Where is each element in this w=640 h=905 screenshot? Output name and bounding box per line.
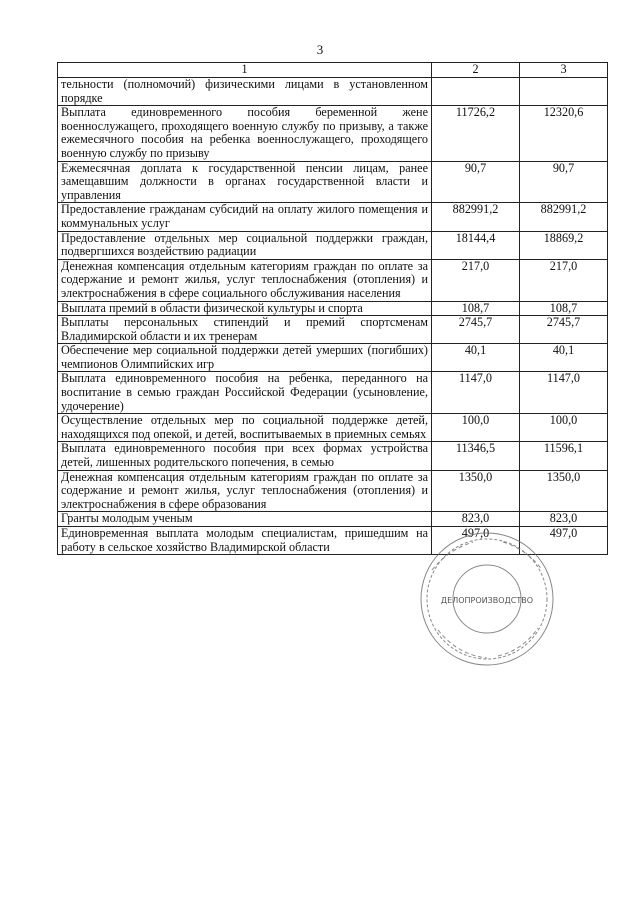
row-value-col2: 108,7 bbox=[432, 301, 520, 316]
row-value-col3: 497,0 bbox=[520, 527, 608, 555]
row-value-col3: 100,0 bbox=[520, 414, 608, 442]
row-value-col2: 1147,0 bbox=[432, 372, 520, 414]
table-row bbox=[58, 203, 608, 231]
table-row bbox=[58, 442, 608, 470]
row-value-col3: 40,1 bbox=[520, 344, 608, 372]
row-value-col2: 11346,5 bbox=[432, 442, 520, 470]
row-description: тельности (полномочий) физическими лицами в установленном порядке bbox=[58, 78, 432, 106]
row-value-col3: 108,7 bbox=[520, 301, 608, 316]
row-value-col2: 823,0 bbox=[432, 512, 520, 527]
table-row bbox=[58, 527, 608, 555]
table-row bbox=[58, 106, 608, 161]
row-value-col2: 1350,0 bbox=[432, 470, 520, 512]
row-value-col2: 2745,7 bbox=[432, 316, 520, 344]
row-value-col2: 497,0 bbox=[432, 527, 520, 555]
row-value-col2: 217,0 bbox=[432, 259, 520, 301]
row-value-col3: 823,0 bbox=[520, 512, 608, 527]
row-value-col2: 18144,4 bbox=[432, 231, 520, 259]
table-row bbox=[58, 470, 608, 512]
column-header: 3 bbox=[520, 63, 608, 78]
table-row bbox=[58, 161, 608, 203]
row-description: Выплаты персональных стипендий и премий спортсменам Владимирской области и их тренерам bbox=[58, 316, 432, 344]
row-value-col2: 40,1 bbox=[432, 344, 520, 372]
table-row bbox=[58, 512, 608, 527]
row-description: Денежная компенсация отдельным категориям граждан по оплате за содержание и ремонт жилья, услуг теплоснабжения (отопления) и электроснабжения в сфере образования bbox=[58, 470, 432, 512]
row-description: Гранты молодым ученым bbox=[58, 512, 432, 527]
row-value-col3: 90,7 bbox=[520, 161, 608, 203]
row-value-col3: 11596,1 bbox=[520, 442, 608, 470]
row-description: Выплата единовременного пособия беременной жене военнослужащего, проходящего военную службу по призыву, а также ежемесячного пособия на ребенка военнослужащего, проходящего военную службу по призыву bbox=[58, 106, 432, 161]
row-value-col3: 217,0 bbox=[520, 259, 608, 301]
table-row bbox=[58, 259, 608, 301]
table-row bbox=[58, 231, 608, 259]
page-number: 3 bbox=[316, 42, 324, 57]
row-description: Выплата премий в области физической культуры и спорта bbox=[58, 301, 432, 316]
row-value-col2: 90,7 bbox=[432, 161, 520, 203]
row-description: Обеспечение мер социальной поддержки детей умерших (погибших) чемпионов Олимпийских игр bbox=[58, 344, 432, 372]
table-row bbox=[58, 301, 608, 316]
row-value-col3: 1147,0 bbox=[520, 372, 608, 414]
row-description: Предоставление гражданам субсидий на оплату жилого помещения и коммунальных услуг bbox=[58, 203, 432, 231]
table-header-row bbox=[58, 63, 608, 78]
column-header: 1 bbox=[58, 63, 432, 78]
stamp-text: ДЕЛОПРОИЗВОДСТВО bbox=[440, 596, 534, 605]
table-row bbox=[58, 78, 608, 106]
row-description: Ежемесячная доплата к государственной пенсии лицам, ранее замещавшим должности в органах государственной власти и управления bbox=[58, 161, 432, 203]
row-value-col2: 100,0 bbox=[432, 414, 520, 442]
row-description: Единовременная выплата молодым специалистам, пришедшим на работу в сельское хозяйство Владимирской области bbox=[58, 527, 432, 555]
row-value-col3: 18869,2 bbox=[520, 231, 608, 259]
row-value-col2: 882991,2 bbox=[432, 203, 520, 231]
row-value-col2: 11726,2 bbox=[432, 106, 520, 161]
row-description: Предоставление отдельных мер социальной поддержки граждан, подвергшихся воздействию радиации bbox=[58, 231, 432, 259]
table-row bbox=[58, 372, 608, 414]
row-description: Денежная компенсация отдельным категориям граждан по оплате за содержание и ремонт жилья, услуг теплоснабжения (отопления) и электроснабжения в сфере социального обслуживания населения bbox=[58, 259, 432, 301]
column-header: 2 bbox=[432, 63, 520, 78]
budget-table bbox=[57, 62, 608, 555]
row-description: Осуществление отдельных мер по социальной поддержке детей, находящихся под опекой, и детей, воспитываемых в приемных семьях bbox=[58, 414, 432, 442]
table-row bbox=[58, 344, 608, 372]
row-value-col3: 882991,2 bbox=[520, 203, 608, 231]
row-description: Выплата единовременного пособия на ребенка, переданного на воспитание в семью граждан Российской Федерации (усыновление, удочерение) bbox=[58, 372, 432, 414]
table-row bbox=[58, 316, 608, 344]
row-value-col3: 1350,0 bbox=[520, 470, 608, 512]
row-value-col3: 12320,6 bbox=[520, 106, 608, 161]
row-value-col3 bbox=[520, 78, 608, 106]
row-value-col3: 2745,7 bbox=[520, 316, 608, 344]
row-value-col2 bbox=[432, 78, 520, 106]
row-description: Выплата единовременного пособия при всех формах устройства детей, лишенных родительского попечения, в семью bbox=[58, 442, 432, 470]
table-row bbox=[58, 414, 608, 442]
